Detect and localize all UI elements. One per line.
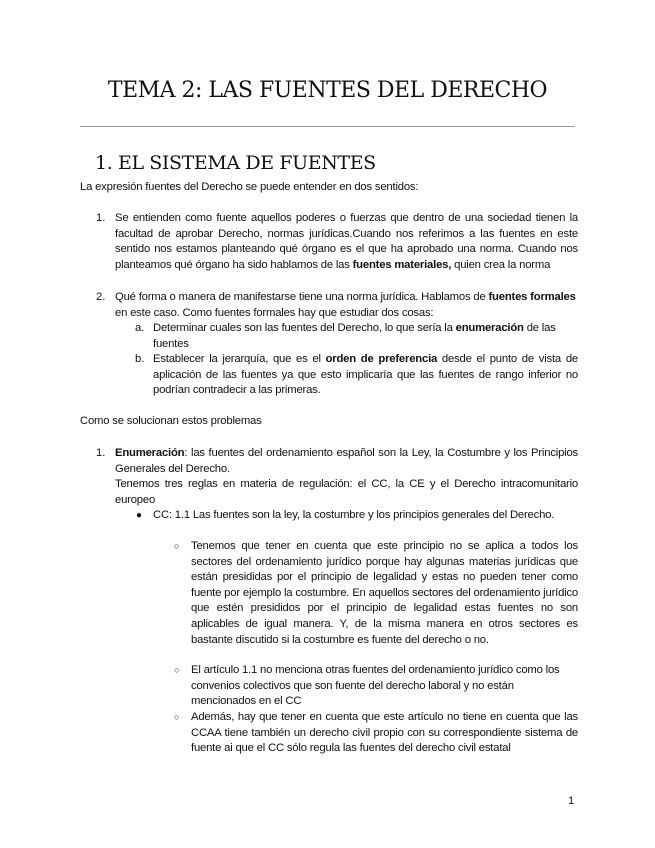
sub-bullet-item: El artículo 1.1 no menciona otras fuentes del ordenamiento jurídico como los convenios colectivos que son fuente del derecho laboral y no están mencionados en el CC: [191, 664, 560, 708]
bullet-item: CC: 1.1 Las fuentes son la ley, la costumbre y los principios generales del Derecho.: [153, 509, 555, 521]
bullet-marker: ●: [136, 510, 143, 521]
bold-term: Enumeración: [115, 447, 185, 459]
sub-bullet-item: Tenemos que tener en cuenta que este principio no se aplica a todos los sectores del ordenamiento jurídico porque hay algunas materias jurídicas que están presididas por el principio de legalidad y estas no pueden tener como fuente por ejemplo la costumbre. En aquellos sectores del ordenamiento jurídico que estén presididos por el principio de legalidad estas fuentes no son aplicables de igual manera. Y, de la misma manera en otros sectores es bastante discutido si la costumbre es fuente del derecho o no.: [191, 540, 578, 646]
list-item: Establecer la jerarquía, que es el orden de preferencia desde el punto de vista de aplicación de las fuentes ya que esto implicaría que las fuentes de rango inferior no podrían contradecir a las primeras.: [153, 353, 579, 397]
list-item: Determinar cuales son las fuentes del Derecho, lo que sería la enumeración de las fuentes: [153, 322, 556, 350]
list-marker: a.: [135, 322, 145, 334]
sub-bullet-marker: ○: [174, 541, 180, 551]
sub-bullet-item: Además, hay que tener en cuenta que este artículo no tiene en cuenta que las CCAA tiene también un derecho civil propio con su correspondiente sistema de fuente ai que el CC sólo regula las fuentes del derecho civil estatal: [191, 711, 578, 755]
intro-text: La expresión fuentes del Derecho se puede entender en dos sentidos:: [80, 181, 419, 193]
list-item: Qué forma o manera de manifestarse tiene una norma jurídica. Hablamos de fuentes formales en este caso. Como fuentes formales hay que estudiar dos cosas:: [115, 291, 576, 319]
page-title: TEMA 2: LAS FUENTES DEL DERECHO: [107, 78, 548, 103]
list-marker: 2.: [96, 291, 106, 303]
section-text: Como se solucionan estos problemas: [80, 415, 262, 427]
bold-term: fuentes materiales,: [352, 258, 452, 271]
bold-term: enumeración: [455, 322, 524, 334]
list-marker: b.: [135, 353, 145, 365]
list-marker: 1.: [96, 212, 106, 224]
sub-bullet-marker: ○: [174, 665, 180, 675]
horizontal-divider: [80, 126, 575, 127]
section-number: 1.: [95, 152, 113, 174]
bold-term: fuentes formales: [488, 291, 576, 303]
sub-bullet-marker: ○: [174, 712, 180, 722]
page-number: 1: [568, 795, 575, 807]
list-item: Enumeración: las fuentes del ordenamiento español son la Ley, la Costumbre y los Principios Generales del Derecho.: [115, 447, 578, 475]
list-marker: 1.: [96, 447, 106, 459]
list-item: Se entienden como fuente aquellos poderes o fuerzas que dentro de una sociedad tienen la facultad de aprobar Derecho, normas jurídicas.Cuando nos referimos a las fuentes en este sentido nos estamos planteando qué órgano es el que ha aprobado una norma. Cuando nos planteamos qué órgano ha sido hablamos de las fuentes materiales, quien crea la norma: [115, 212, 578, 271]
bold-term: orden de preferencia: [325, 353, 438, 365]
section-heading: [95, 152, 376, 174]
list-paragraph: Tenemos tres reglas en materia de regulación: el CC, la CE y el Derecho intracomunitario europeo: [115, 478, 578, 506]
section-title: EL SISTEMA DE FUENTES: [117, 152, 376, 174]
